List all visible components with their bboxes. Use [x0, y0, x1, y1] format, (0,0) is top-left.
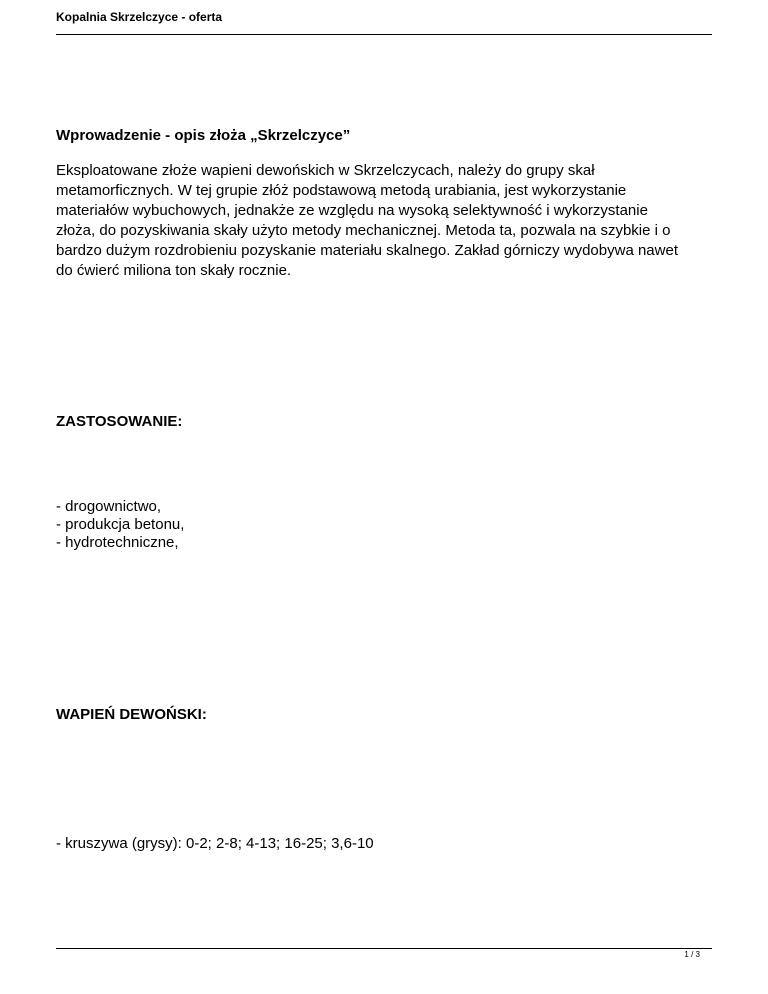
page-number: 1 / 3: [684, 950, 700, 959]
limestone-list: [56, 835, 374, 853]
paragraph-line: do ćwierć miliona ton skały rocznie.: [56, 262, 292, 279]
application-list: [56, 498, 184, 552]
limestone-heading: WAPIEŃ DEWOŃSKI:: [56, 706, 207, 723]
header-divider: [56, 34, 712, 35]
paragraph-line: materiałów wybuchowych, jednakże ze względu na wysoką selektywność i wykorzystanie: [56, 202, 648, 219]
list-item: - drogownictwo,: [56, 498, 162, 515]
intro-heading: Wprowadzenie - opis złoża „Skrzelczyce”: [56, 127, 351, 144]
list-item: - kruszywa (grysy): 0-2; 2-8; 4-13; 16-25; 3,6-10: [56, 835, 374, 852]
footer-divider: [56, 948, 712, 949]
paragraph-line: Eksploatowane złoże wapieni dewońskich w Skrzelczycach, należy do grupy skał: [56, 162, 595, 179]
paragraph-line: bardzo dużym rozdrobieniu pozyskanie materiału skalnego. Zakład górniczy wydobywa nawet: [56, 242, 678, 259]
page-header-title: Kopalnia Skrzelczyce - oferta: [56, 10, 223, 24]
list-item: - produkcja betonu,: [56, 516, 185, 533]
intro-paragraph: [56, 161, 716, 281]
paragraph-line: złoża, do pozyskiwania skały użyto metody mechanicznej. Metoda ta, pozwala na szybkie i o: [56, 222, 671, 239]
list-item: - hydrotechniczne,: [56, 534, 179, 551]
paragraph-line: metamorficznych. W tej grupie złóż podstawową metodą urabiania, jest wykorzystanie: [56, 182, 627, 199]
application-heading: ZASTOSOWANIE:: [56, 413, 183, 430]
